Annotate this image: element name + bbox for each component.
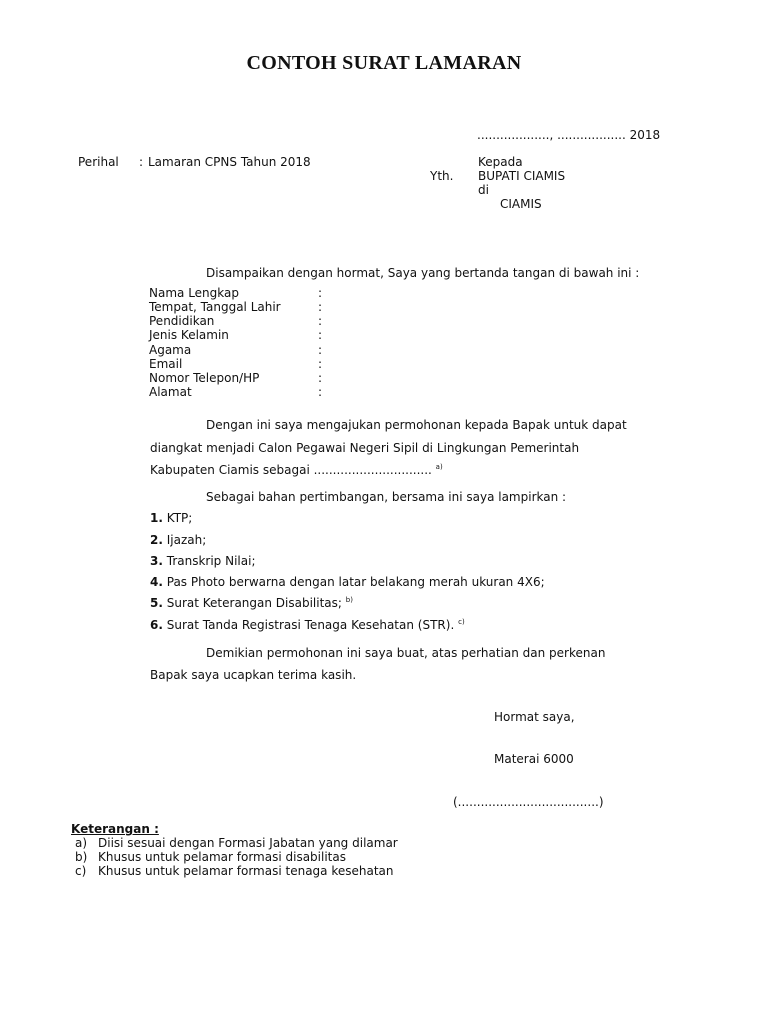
paragraph-1-line-3: [150, 463, 443, 477]
field-colon: :: [318, 371, 323, 385]
list-item: [150, 596, 353, 610]
perihal-label: Perihal: [78, 155, 119, 169]
list-item: [150, 618, 465, 632]
paragraph-2: Sebagai bahan pertimbangan, bersama ini saya lampirkan :: [206, 490, 567, 504]
field-label: Agama: [149, 343, 192, 357]
footnote-ref-b: b): [345, 596, 353, 604]
footnote-ref-c: c): [458, 618, 465, 626]
list-text: Surat Tanda Registrasi Tenaga Kesehatan (STR).: [166, 618, 455, 632]
signature-materai: Materai 6000: [494, 752, 574, 766]
field-label: Alamat: [149, 385, 192, 399]
field-label: Email: [149, 357, 183, 371]
keterangan-text: Khusus untuk pelamar formasi tenaga kesehatan: [98, 864, 394, 878]
field-colon: :: [318, 357, 323, 371]
list-text: KTP;: [166, 511, 193, 525]
field-label: Nama Lengkap: [149, 286, 239, 300]
document-title: CONTOH SURAT LAMARAN: [246, 52, 522, 74]
field-label: Jenis Kelamin: [149, 328, 229, 342]
date-line: ..................., .................. 2018: [477, 128, 661, 142]
list-number: 2.: [150, 533, 163, 547]
keterangan-text: Diisi sesuai dengan Formasi Jabatan yang dilamar: [98, 836, 398, 850]
field-label: Pendidikan: [149, 314, 215, 328]
field-label: Nomor Telepon/HP: [149, 371, 260, 385]
signature-hormat: Hormat saya,: [494, 710, 575, 724]
intro-paragraph: Disampaikan dengan hormat, Saya yang bertanda tangan di bawah ini :: [206, 266, 640, 280]
keterangan-mark: c): [75, 864, 87, 878]
paragraph-1-line-2: diangkat menjadi Calon Pegawai Negeri Sipil di Lingkungan Pemerintah: [150, 441, 580, 455]
list-item: [150, 533, 206, 547]
paragraph-1-text: Kabupaten Ciamis sebagai ...............................: [150, 463, 432, 477]
list-number: 6.: [150, 618, 163, 632]
list-item: [150, 554, 255, 568]
list-number: 4.: [150, 575, 163, 589]
signature-name-line: (.....................................): [453, 795, 604, 809]
field-colon: :: [318, 328, 323, 342]
list-number: 3.: [150, 554, 163, 568]
field-colon: :: [318, 286, 323, 300]
address-yth: Yth.: [430, 169, 454, 183]
address-di: di: [478, 183, 489, 197]
keterangan-heading: Keterangan :: [71, 822, 159, 836]
address-recipient: BUPATI CIAMIS: [478, 169, 566, 183]
list-number: 5.: [150, 596, 163, 610]
field-colon: :: [318, 314, 323, 328]
footnote-ref-a: a): [435, 463, 443, 471]
perihal-value: Lamaran CPNS Tahun 2018: [148, 155, 311, 169]
list-text: Surat Keterangan Disabilitas;: [166, 596, 342, 610]
closing-line-1: Demikian permohonan ini saya buat, atas perhatian dan perkenan: [206, 646, 606, 660]
perihal-colon: :: [139, 155, 144, 169]
keterangan-mark: a): [75, 836, 88, 850]
address-city: CIAMIS: [500, 197, 542, 211]
field-label: Tempat, Tanggal Lahir: [149, 300, 281, 314]
list-item: [150, 511, 192, 525]
field-colon: :: [318, 300, 323, 314]
closing-line-2: Bapak saya ucapkan terima kasih.: [150, 668, 357, 682]
paragraph-1-line-1: Dengan ini saya mengajukan permohonan kepada Bapak untuk dapat: [206, 418, 627, 432]
list-text: Ijazah;: [166, 533, 207, 547]
list-number: 1.: [150, 511, 163, 525]
list-item: [150, 575, 545, 589]
keterangan-text: Khusus untuk pelamar formasi disabilitas: [98, 850, 346, 864]
field-colon: :: [318, 385, 323, 399]
field-colon: :: [318, 343, 323, 357]
keterangan-mark: b): [75, 850, 88, 864]
address-kepada: Kepada: [478, 155, 523, 169]
list-text: Pas Photo berwarna dengan latar belakang merah ukuran 4X6;: [166, 575, 545, 589]
list-text: Transkrip Nilai;: [166, 554, 256, 568]
